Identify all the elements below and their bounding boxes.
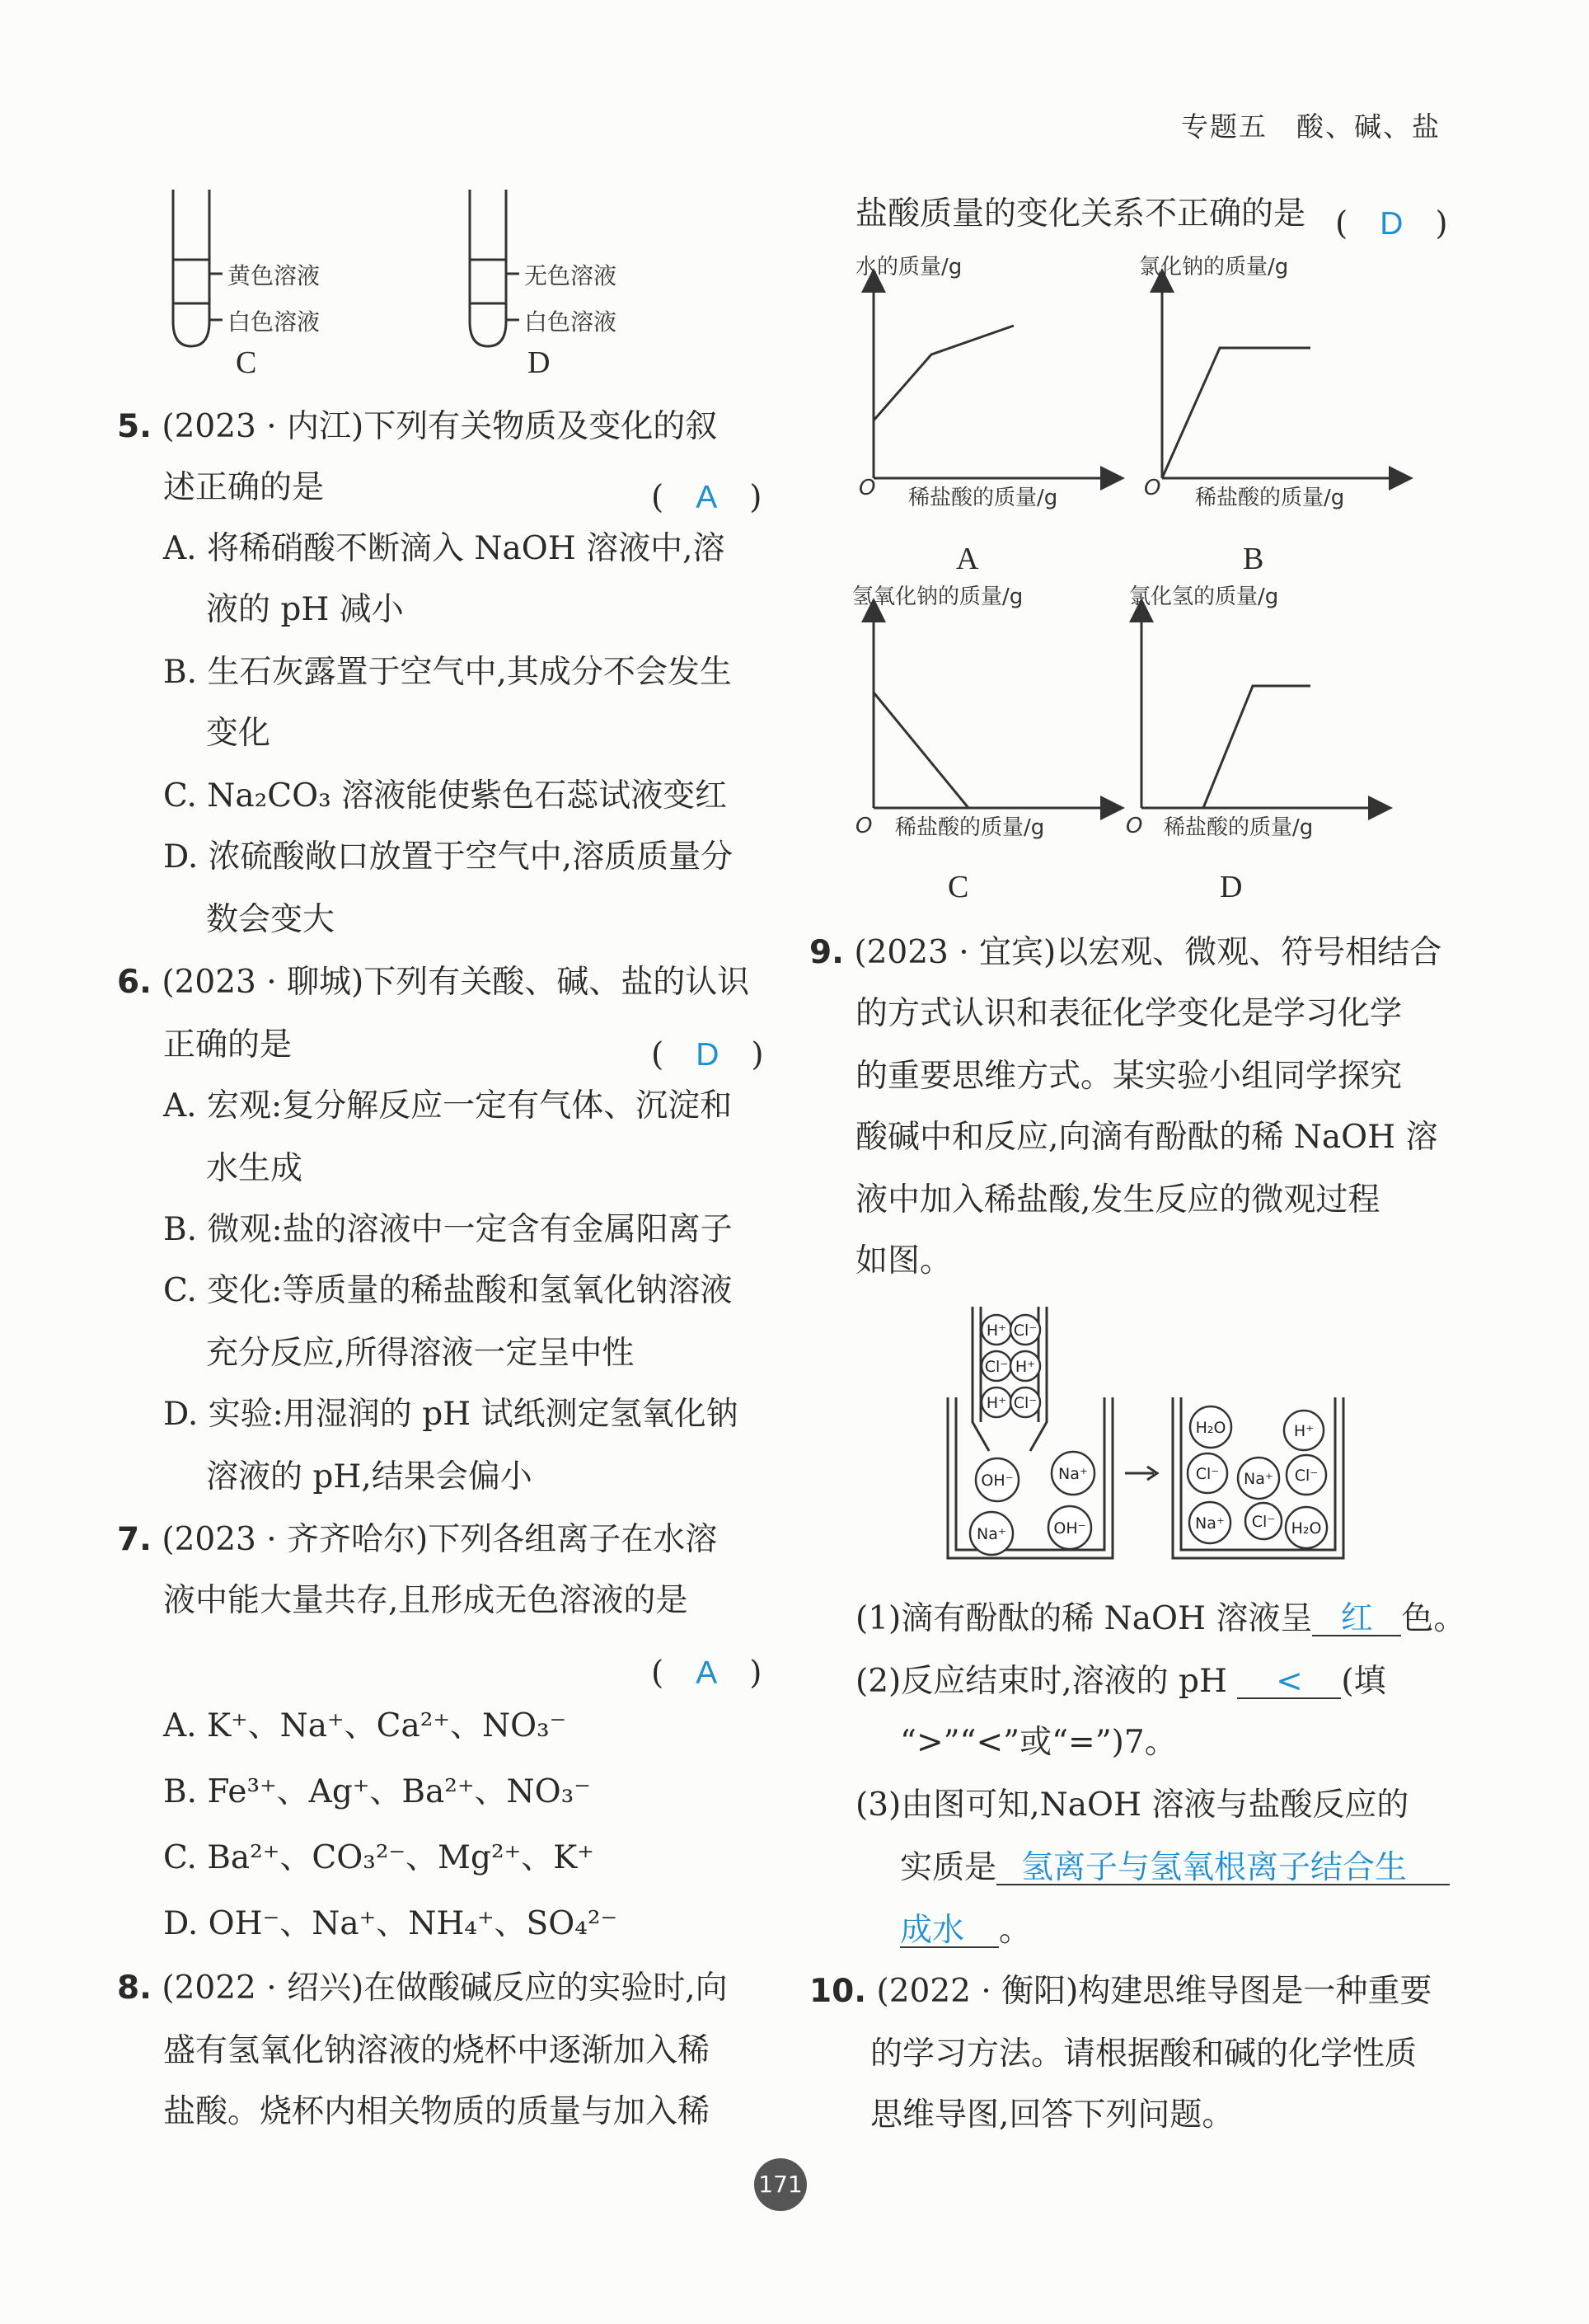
- q9-s2-answer[interactable]: <: [1237, 1665, 1341, 1699]
- graph-b-xlabel: 稀盐酸的质量/g: [1195, 486, 1345, 510]
- q9-stem-line1: (2023 · 宜宾)以宏观、微观、符号相结合: [854, 934, 1442, 971]
- ion-h-4: H⁺: [1293, 1422, 1315, 1440]
- q7-answer: A: [696, 1655, 718, 1691]
- tube-d-top-label: 无色溶液: [524, 262, 617, 289]
- q6-option-c-line2: 充分反应,所得溶液一定呈中性: [206, 1335, 635, 1372]
- graph-d-origin: O: [1126, 814, 1143, 838]
- q7-stem-line2: 液中能大量共存,且形成无色溶液的是: [163, 1582, 688, 1619]
- ion-oh-1: OH⁻: [981, 1472, 1014, 1490]
- graph-c-letter: C: [948, 870, 969, 904]
- q9-stem-line5: 液中加入稀盐酸,发生反应的微观过程: [855, 1181, 1380, 1218]
- q8-stem-line1: (2022 · 绍兴)在做酸碱反应的实验时,向: [162, 1970, 728, 2007]
- tube-d-bottom-label: 白色溶液: [524, 308, 617, 336]
- q9-reaction-diagram: [931, 1298, 1376, 1579]
- graph-d-ylabel: 氯化氢的质量/g: [1129, 585, 1279, 609]
- graph-c-xlabel: 稀盐酸的质量/g: [895, 815, 1045, 840]
- tube-c-top-label: 黄色溶液: [227, 262, 321, 289]
- q5-answer: A: [696, 480, 718, 515]
- tube-c-bottom-label: 白色溶液: [227, 308, 321, 336]
- q10-stem-line1: (2022 · 衡阳)构建思维导图是一种重要: [876, 1973, 1432, 2010]
- q9-stem-line2: 的方式认识和表征化学变化是学习化学: [855, 995, 1403, 1032]
- page-number: 171: [754, 2158, 807, 2211]
- q7-option-b: B. Fe³⁺、Ag⁺、Ba²⁺、NO₃⁻: [163, 1773, 591, 1810]
- q5-option-d-line1: D. 浓硫酸敞口放置于空气中,溶质质量分: [163, 838, 734, 876]
- q6-option-d-line1: D. 实验:用湿润的 pH 试纸测定氢氧化钠: [163, 1396, 738, 1433]
- q6-stem-line1: (2023 · 聊城)下列有关酸、碱、盐的认识: [162, 964, 750, 1001]
- graph-a-letter: A: [956, 542, 979, 576]
- q9-s2-options: “>”“<”或“=”)7。: [900, 1724, 1177, 1761]
- q9-s2-text: (2)反应结束时,溶液的 pH: [855, 1663, 1228, 1700]
- graph-b-letter: B: [1243, 542, 1264, 576]
- q8-stem-line3: 盐酸。烧杯内相关物质的质量与加入稀: [163, 2093, 710, 2130]
- q6-option-c-line1: C. 变化:等质量的稀盐酸和氢氧化钠溶液: [163, 1272, 733, 1309]
- page: 专题五 酸、碱、盐 黄色溶液 白色溶液 无色溶液 白色溶液 C D 5. (2023 · 内江)下列有关物质及变化的叙 述正确的是 ( A ) A. 将稀硝酸不断滴入 NaOH 溶液中,溶 液的 pH 减小 B. 生石灰露置于空气中,其成分不会发生 变化 C. Na₂CO₃ 溶液能使紫色石蕊试液变红 D. 浓硫酸敞口放置于空气中,溶质质量分 数会变大 6. (2023 · 聊城)下列有关酸、碱、盐的认识 正确的是 ( D ) A. 宏观:复分解反应一定有气体、沉淀和 水生成 B. 微观:盐的溶液中一定含有金属阳离子 C. 变化:等质量的稀盐酸和氢氧化钠溶液 充分反应,所得溶液一定呈中性 D. 实验:用湿润的 pH 试纸测定氢氧化钠 溶液的 pH,结果会偏小 7. (2023 · 齐齐哈尔)下列各组离子在水溶 液中能大量共存,且形成无色溶液的是 ( A ) A. K⁺、Na⁺、Ca²⁺、NO₃⁻ B. Fe³⁺、Ag⁺、Ba²⁺、NO₃⁻ C. Ba²⁺、CO₃²⁻、Mg²⁺、K⁺ D. OH⁻、Na⁺、NH₄⁺、SO₄²⁻ 8. (2022 · 绍兴)在做酸碱反应的实验时,向 盛有氢氧化钠溶液的烧杯中逐渐加入稀 盐酸。烧杯内相关物质的质量与加入稀 盐酸质量的变化关系不正确的是 ( D ) 水的质量/g O 稀盐酸的质量/g 氯化钠的质量/g O 稀盐酸的质量/g 氢氧化钠的质量/g O 稀盐酸的质量/g 氯化氢的质量/g O 稀盐酸的质量/g A B C D 9. (2023 · 宜宾)以宏观、微观、符号相结合 的方式认识和表征化学变化是学习化学 的重要思维方式。某实验小组同学探究 酸碱中和反应,向滴有酚酞的稀 NaOH 溶 液中加入稀盐酸,发生反应的微观过程 如图。 H⁺ Cl⁻ Cl⁻ H⁺ H⁺ Cl⁻ OH⁻ Na⁺ Na⁺ OH⁻ H₂O H⁺ Cl⁻ Na⁺ Cl⁻ Na⁺ Cl⁻ H₂O (1)滴有酚酞的稀 NaOH 溶液呈 红 色。 (2)反应结束时,溶液的 pH < (填 “>”“<”或“=”)7。 (3)由图可知,NaOH 溶液与盐酸反应的 实质是 氢离子与氢氧根离子结合生 成水 。 10. (2022 · 衡阳)构建思维导图是一种重要 的学习方法。请根据酸和碱的化学性质 思维导图,回答下列问题。 171: [0, 0, 1589, 2324]
- q8-answer: D: [1380, 206, 1404, 242]
- ion-h2o-2: H₂O: [1291, 1519, 1322, 1538]
- q7-number: 7.: [117, 1521, 152, 1558]
- q9-s1-text: (1)滴有酚酞的稀 NaOH 溶液呈: [855, 1600, 1313, 1637]
- graph-a: [874, 280, 1113, 478]
- q10-stem-line3: 思维导图,回答下列问题。: [870, 2096, 1235, 2134]
- graph-d: [1141, 610, 1380, 808]
- q9-s3-answer-line2[interactable]: 成水: [900, 1914, 999, 1948]
- ion-cl-3: Cl⁻: [1013, 1394, 1038, 1412]
- q9-s3-text: (3)由图可知,NaOH 溶液与盐酸反应的: [855, 1786, 1409, 1824]
- ion-oh-2: OH⁻: [1053, 1519, 1086, 1538]
- q9-s3-end: 。: [999, 1912, 1032, 1949]
- graph-d-xlabel: 稀盐酸的质量/g: [1164, 815, 1314, 840]
- q6-option-d-line2: 溶液的 pH,结果会偏小: [206, 1458, 532, 1495]
- q10-stem-line2: 的学习方法。请根据酸和碱的化学性质: [870, 2035, 1418, 2073]
- ion-h2o-1: H₂O: [1195, 1419, 1226, 1437]
- ion-cl-5: Cl⁻: [1294, 1467, 1319, 1485]
- ion-na-2: Na⁺: [977, 1525, 1006, 1543]
- q7-option-c: C. Ba²⁺、CO₃²⁻、Mg²⁺、K⁺: [163, 1839, 594, 1876]
- q9-number: 9.: [809, 934, 844, 971]
- q10-number: 10.: [809, 1973, 867, 2010]
- graph-d-letter: D: [1220, 870, 1243, 904]
- ion-cl-1: Cl⁻: [1013, 1322, 1038, 1340]
- graph-b: [1162, 280, 1401, 478]
- tube-c-letter: C: [236, 345, 257, 380]
- q5-option-b-line1: B. 生石灰露置于空气中,其成分不会发生: [163, 654, 732, 691]
- q7-stem-line1: (2023 · 齐齐哈尔)下列各组离子在水溶: [162, 1521, 718, 1558]
- graph-c-origin: O: [855, 814, 873, 838]
- q9-s1-suffix: 色。: [1401, 1600, 1466, 1637]
- q7-option-a: A. K⁺、Na⁺、Ca²⁺、NO₃⁻: [163, 1707, 567, 1744]
- graph-a-origin: O: [859, 476, 876, 500]
- graph-b-ylabel: 氯化钠的质量/g: [1139, 255, 1289, 279]
- q6-option-a-line2: 水生成: [206, 1150, 303, 1187]
- q6-stem-line2: 正确的是: [163, 1026, 293, 1063]
- graph-b-origin: O: [1144, 476, 1161, 500]
- graph-a-ylabel: 水的质量/g: [855, 255, 963, 279]
- q7-option-d: D. OH⁻、Na⁺、NH₄⁺、SO₄²⁻: [163, 1905, 618, 1942]
- test-tube-c: [173, 190, 223, 346]
- header-title: 专题五 酸、碱、盐: [1181, 110, 1441, 143]
- test-tube-d: [470, 190, 519, 346]
- q9-stem-line6: 如图。: [855, 1242, 953, 1279]
- tube-d-letter: D: [527, 345, 551, 380]
- q9-s3-answer-line1[interactable]: 氢离子与氢氧根离子结合生: [996, 1852, 1450, 1885]
- graph-a-xlabel: 稀盐酸的质量/g: [908, 486, 1058, 510]
- q9-s1-answer[interactable]: 红: [1312, 1603, 1401, 1636]
- ion-na-3: Na⁺: [1244, 1470, 1273, 1488]
- q9-s3-prefix: 实质是: [900, 1849, 997, 1886]
- q9-stem-line4: 酸碱中和反应,向滴有酚酞的稀 NaOH 溶: [855, 1119, 1438, 1156]
- q8-number: 8.: [117, 1970, 152, 2007]
- q6-option-b: B. 微观:盐的溶液中一定含有金属阳离子: [163, 1211, 733, 1248]
- q6-option-a-line1: A. 宏观:复分解反应一定有气体、沉淀和: [163, 1087, 733, 1124]
- q5-stem-line1: (2023 · 内江)下列有关物质及变化的叙: [162, 408, 718, 445]
- q5-stem-line2: 述正确的是: [163, 469, 325, 506]
- ion-cl-4: Cl⁻: [1195, 1465, 1220, 1483]
- q5-option-c: C. Na₂CO₃ 溶液能使紫色石蕊试液变红: [163, 777, 728, 815]
- ion-na-1: Na⁺: [1058, 1465, 1088, 1483]
- q8-stem-line2: 盛有氢氧化钠溶液的烧杯中逐渐加入稀: [163, 2032, 710, 2069]
- graph-c: [874, 610, 1113, 808]
- ion-h-3: H⁺: [986, 1394, 1007, 1412]
- ion-cl-6: Cl⁻: [1251, 1513, 1276, 1531]
- q8-graphs: [841, 247, 1451, 907]
- q5-option-a-line2: 液的 pH 减小: [206, 591, 404, 628]
- ion-na-4: Na⁺: [1195, 1514, 1225, 1533]
- q5-option-a-line1: A. 将稀硝酸不断滴入 NaOH 溶液中,溶: [163, 530, 725, 567]
- q5-option-b-line2: 变化: [206, 715, 271, 752]
- q6-number: 6.: [117, 964, 152, 1001]
- q8-stem-line4: 盐酸质量的变化关系不正确的是: [855, 195, 1306, 232]
- q6-answer: D: [696, 1037, 720, 1073]
- ion-cl-2: Cl⁻: [984, 1358, 1009, 1376]
- q5-option-d-line2: 数会变大: [206, 901, 335, 938]
- ion-h-1: H⁺: [986, 1322, 1007, 1340]
- ion-h-2: H⁺: [1015, 1358, 1036, 1376]
- q9-stem-line3: 的重要思维方式。某实验小组同学探究: [855, 1058, 1403, 1095]
- q5-number: 5.: [117, 408, 152, 445]
- q9-s2-suffix: (填: [1341, 1663, 1386, 1700]
- graph-c-ylabel: 氢氧化钠的质量/g: [852, 585, 1024, 609]
